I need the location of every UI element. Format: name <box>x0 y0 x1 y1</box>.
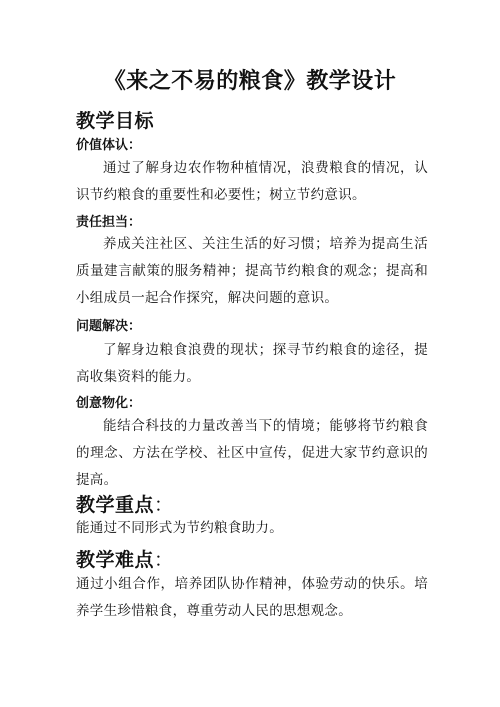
key-points-paragraph: 能通过不同形式为节约粮食助力。 <box>76 520 283 536</box>
creation-paragraph: 能结合科技的力量改善当下的情境；能够将节约粮食的理念、方法在学校、社区中宣传，促进大家节约意识的提高。 <box>76 418 428 488</box>
creation-label: 创意物化： <box>76 396 142 411</box>
responsibility-label: 责任担当： <box>76 215 142 230</box>
difficult-points-colon: ： <box>154 549 174 571</box>
responsibility-paragraph: 养成关注社区、关注生活的好习惯；培养为提高生活质量建言献策的服务精神；提高节约粮食的观念；提高和小组成员一起合作探究，解决问题的意识。 <box>76 236 428 306</box>
problem-paragraph: 了解身边粮食浪费的现状；探寻节约粮食的途径，提高收集资料的能力。 <box>76 342 428 385</box>
key-points-heading <box>76 490 174 517</box>
value-paragraph: 通过了解身边农作物种植情况，浪费粮食的情况，认识节约粮食的重要性和必要性；树立节约意识。 <box>76 160 428 203</box>
objectives-heading-text: 教学目标 <box>76 110 155 132</box>
difficult-points-heading-text: 教学难点 <box>76 549 155 571</box>
key-points-heading-text: 教学重点 <box>76 494 155 516</box>
value-label: 价值体认： <box>76 138 142 153</box>
difficult-points-paragraph: 通过小组合作，培养团队协作精神，体验劳动的快乐。培养学生珍惜粮食，尊重劳动人民的思想观念。 <box>76 576 428 619</box>
document-title: 《来之不易的粮食》教学设计 <box>103 68 397 94</box>
difficult-points-heading <box>76 545 174 572</box>
problem-label: 问题解决： <box>76 319 142 334</box>
objectives-heading <box>76 106 154 133</box>
key-points-colon: ： <box>154 494 174 516</box>
